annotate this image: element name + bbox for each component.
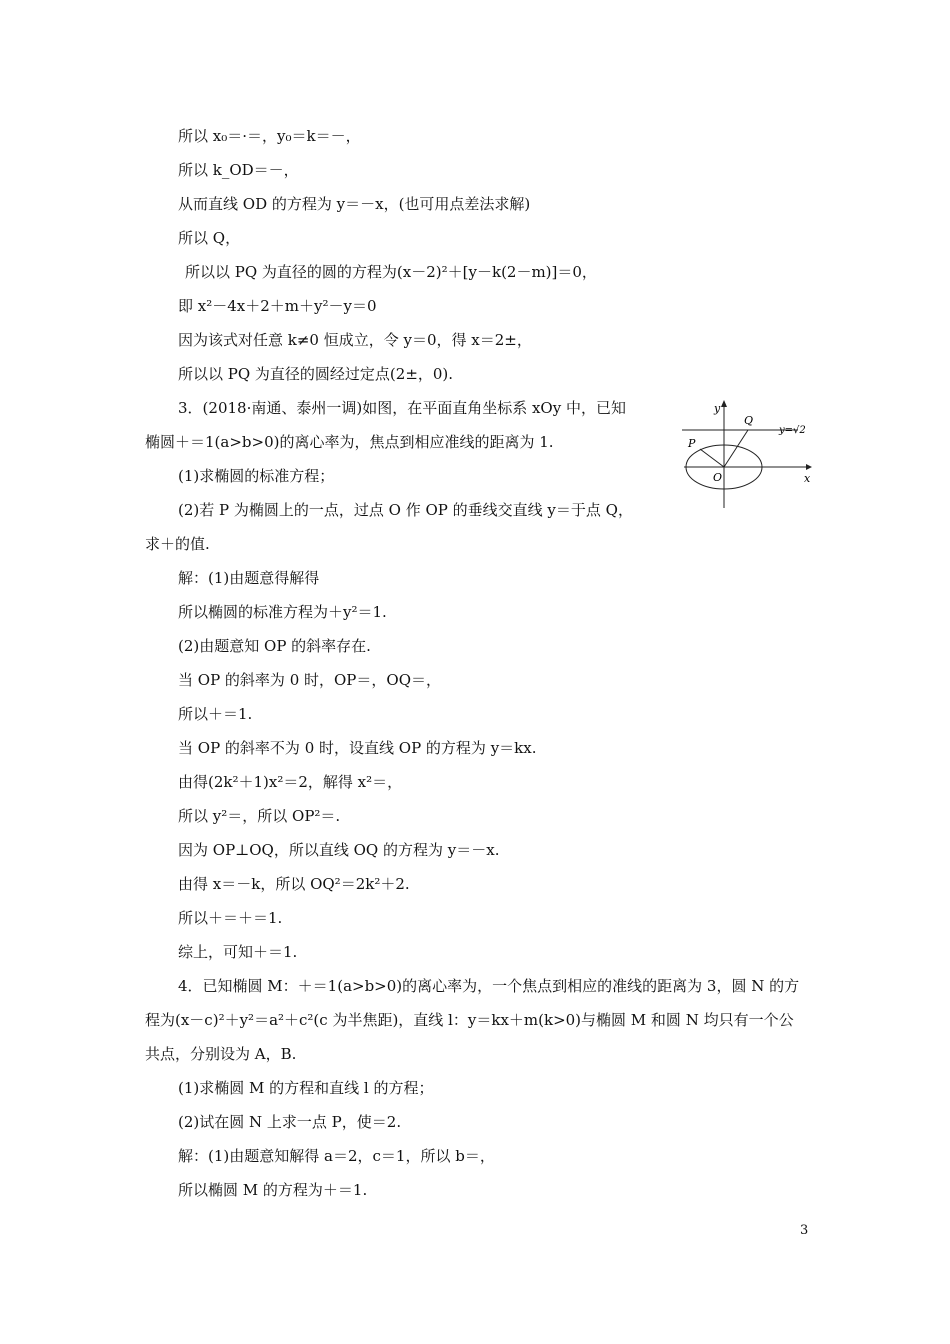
ellipse-diagram bbox=[676, 396, 816, 512]
label-y: y bbox=[714, 402, 721, 415]
text-line: 所以＋＝1. bbox=[178, 705, 253, 723]
text-line: (1)求椭圆的标准方程； bbox=[178, 467, 335, 485]
text-line: 椭圆＋＝1(a>b>0)的离心率为，焦点到相应准线的距离为 1. bbox=[145, 433, 554, 451]
text-line: 程为(x－c)²＋y²＝a²＋c²(c 为半焦距)，直线 l：y＝kx＋m(k>0)与椭圆 M 和圆 N 均只有一个公 bbox=[145, 1011, 794, 1029]
text-line: 求＋的值. bbox=[145, 535, 210, 553]
text-line: 所以以 PQ 为直径的圆经过定点(2±，0). bbox=[178, 365, 454, 383]
x-axis-arrow-icon bbox=[806, 464, 812, 470]
label-o: O bbox=[713, 471, 723, 484]
text-line: 所以＋＝＋＝1. bbox=[178, 909, 283, 927]
text-line: 所以 k_OD＝－， bbox=[178, 161, 299, 179]
y-axis-arrow-icon bbox=[721, 400, 727, 407]
text-line: (2)若 P 为椭圆上的一点，过点 O 作 OP 的垂线交直线 y＝于点 Q， bbox=[178, 501, 633, 519]
text-line: 4．已知椭圆 M：＋＝1(a>b>0)的离心率为，一个焦点到相应的准线的距离为 3，圆 N 的方 bbox=[178, 977, 800, 995]
text-line: 解：(1)由题意得解得 bbox=[178, 569, 320, 587]
text-line: 3．(2018·南通、泰州一调)如图，在平面直角坐标系 xOy 中，已知 bbox=[178, 399, 626, 417]
text-line: 所以 Q， bbox=[178, 229, 241, 247]
segment-op bbox=[700, 449, 724, 467]
text-line: 因为该式对任意 k≠0 恒成立，令 y＝0，得 x＝2±， bbox=[178, 331, 532, 349]
text-line: (2)由题意知 OP 的斜率存在. bbox=[178, 637, 371, 655]
text-line: (2)试在圆 N 上求一点 P，使＝2. bbox=[178, 1113, 402, 1131]
text-line: 所以 y²＝，所以 OP²＝. bbox=[178, 807, 341, 825]
text-line: 由得(2k²＋1)x²＝2，解得 x²＝， bbox=[178, 773, 403, 791]
text-line: 因为 OP⊥OQ，所以直线 OQ 的方程为 y＝－x. bbox=[178, 841, 500, 859]
text-line: 所以椭圆 M 的方程为＋＝1. bbox=[178, 1181, 368, 1199]
text-line: 所以 x₀＝·＝，y₀＝k＝－， bbox=[178, 127, 361, 145]
text-line: 所以椭圆的标准方程为＋y²＝1. bbox=[178, 603, 387, 621]
label-q: Q bbox=[744, 414, 754, 427]
text-line: 共点，分别设为 A，B. bbox=[145, 1045, 297, 1063]
page-number: 3 bbox=[800, 1223, 809, 1238]
text-line: 从而直线 OD 的方程为 y＝－x，(也可用点差法求解) bbox=[178, 195, 531, 213]
text-line: 综上，可知＋＝1. bbox=[178, 943, 298, 961]
label-p: P bbox=[688, 437, 696, 450]
text-line: 由得 x＝－k，所以 OQ²＝2k²＋2. bbox=[178, 875, 410, 893]
text-line: 当 OP 的斜率为 0 时，OP＝，OQ＝， bbox=[178, 671, 441, 689]
label-x: x bbox=[804, 472, 811, 485]
ellipse-figure bbox=[676, 396, 816, 512]
text-line: 解：(1)由题意知解得 a＝2，c＝1，所以 b＝， bbox=[178, 1147, 495, 1165]
text-line: 当 OP 的斜率不为 0 时，设直线 OP 的方程为 y＝kx. bbox=[178, 739, 537, 757]
text-line: (1)求椭圆 M 的方程和直线 l 的方程； bbox=[178, 1079, 434, 1097]
label-line-equation: y=√2 bbox=[779, 425, 806, 436]
text-line: 即 x²－4x＋2＋m＋y²－y＝0 bbox=[178, 297, 377, 315]
text-line: 所以以 PQ 为直径的圆的方程为(x－2)²＋[y－k(2－m)]＝0， bbox=[185, 263, 597, 281]
